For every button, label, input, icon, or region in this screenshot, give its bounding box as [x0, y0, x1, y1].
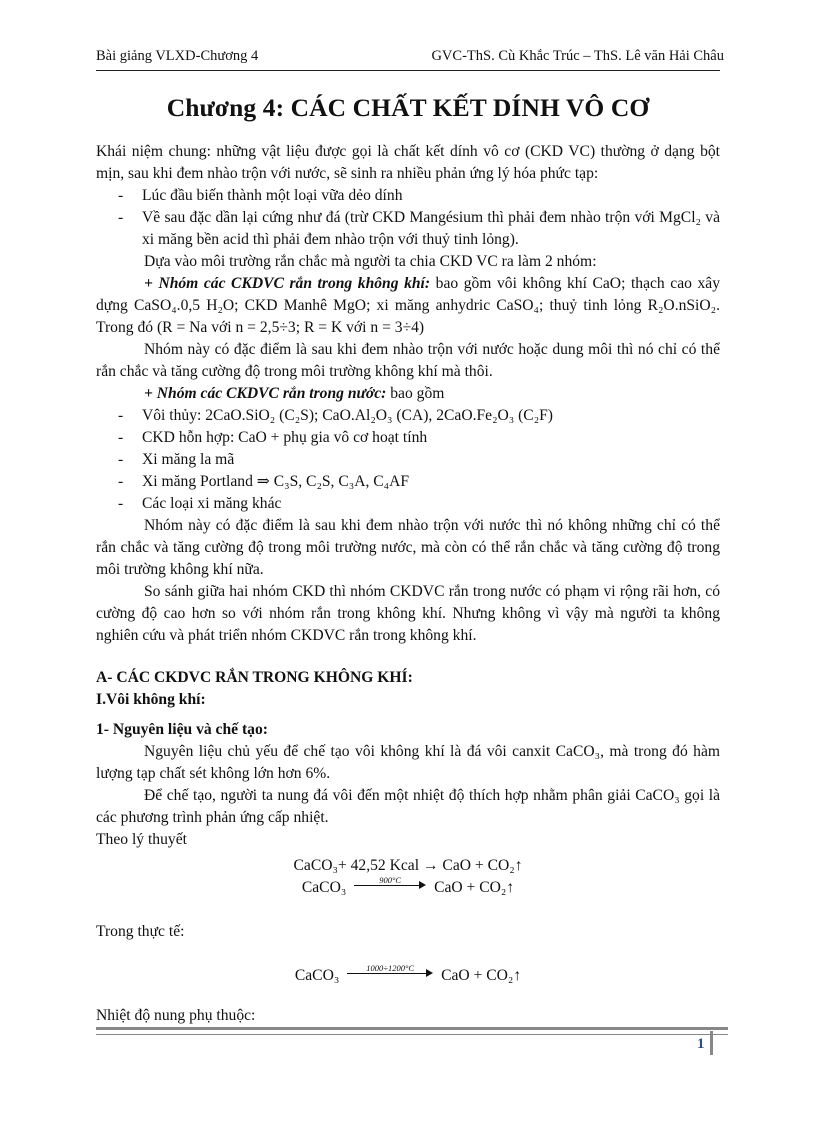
theory-label: Theo lý thuyết — [96, 831, 187, 848]
chapter-title: Chương 4: CÁC CHẤT KẾT DÍNH VÔ CƠ — [166, 93, 650, 122]
group-water-heading: + Nhóm các CKDVC rắn trong nước: — [144, 385, 387, 402]
section-i-heading: I.Vôi không khí: — [96, 691, 206, 708]
page-number: 1 — [697, 1036, 705, 1052]
equation-1: CaCO₃+ 42,52 Kcal → CaO + CO₂↑ — [293, 857, 523, 874]
list-item: - Vôi thủy: 2CaO.SiO₂ (C₂S); CaO.Al₂O₃ (CA), 2CaO.Fe₂O₃ (C₂F) — [118, 407, 554, 424]
list-item: - Các loại xi măng khác — [118, 495, 282, 512]
list-item: - Xi măng la mã — [118, 451, 235, 468]
page-header — [96, 48, 724, 71]
header-authors: GVC-ThS. Cù Khắc Trúc – ThS. Lê văn Hải Châu — [431, 48, 724, 64]
subsection-heading: 1- Nguyên liệu và chế tạo: — [96, 721, 268, 738]
footer-bar — [710, 1031, 713, 1055]
temperature-label: Nhiệt độ nung phụ thuộc: — [96, 1007, 256, 1024]
footer-rule — [96, 1027, 728, 1035]
group-air-heading: + Nhóm các CKDVC rắn trong không khí: — [144, 275, 431, 292]
group-air-paragraph: + Nhóm các CKDVC rắn trong không khí: bao gồm vôi không khí CaO; thạch cao xây dựng CaSO₄.0,5 H₂O; CKD Manhê MgO; xi măng anhydric CaSO₄; thuỷ tinh lỏng R₂O.nSiO₂. Trong đó (R = Na với n = 2,5÷3; R = K với n = 3÷4) — [96, 275, 720, 336]
list-item: - Xi măng Portland ⇒ C₃S, C₂S, C₃A, C₄AF — [118, 473, 410, 490]
equation-3: CaCO₃ 1000÷1200°C CaO + CO₂↑ — [294, 963, 522, 984]
group-air-note: Nhóm này có đặc điểm là sau khi đem nhào trộn với nước hoặc dung môi thì nó chỉ có thể rắn chắc và tăng cường độ trong môi trường không khí mà thôi. — [96, 341, 720, 380]
list-item: - Về sau đặc dần lại cứng như đá (trừ CKD Mangésium thì phải đem nhào trộn với MgCl₂ và xi măng bền acid thì phải đem nhào trộn với thuỷ tinh lỏng). — [118, 209, 720, 248]
list-item: - Lúc đầu biến thành một loại vữa dẻo dính — [118, 187, 403, 204]
reaction-arrow: 900°C — [354, 880, 426, 890]
classify-paragraph: Dựa vào môi trường rắn chắc mà người ta chia CKD VC ra làm 2 nhóm: — [144, 253, 597, 270]
raw-material-paragraph: Nguyên liệu chủ yếu để chế tạo vôi không khí là đá vôi canxit CaCO₃, mà trong đó hàm lượng tạp chất sét không lớn hơn 6%. — [96, 743, 720, 782]
document-page — [96, 48, 724, 1027]
intro-paragraph: Khái niệm chung: những vật liệu được gọi là chất kết dính vô cơ (CKD VC) thường ở dạng bột mịn, sau khi đem nhào trộn với nước, sẽ sinh ra nhiều phản ứng lý hóa phức tạp: — [96, 143, 720, 182]
group-water-note: Nhóm này có đặc điểm là sau khi đem nhào trộn với nước thì nó không những chỉ có thể rắn chắc và tăng cường độ trong môi trường nước, mà còn có thể rắn chắc và tăng cường độ trong môi trường không khí nữa. — [96, 517, 720, 578]
reaction-arrow: 1000÷1200°C — [347, 968, 433, 978]
header-course: Bài giảng VLXD-Chương 4 — [96, 48, 259, 64]
practice-label: Trong thực tế: — [96, 923, 185, 940]
list-item: - CKD hỗn hợp: CaO + phụ gia vô cơ hoạt tính — [118, 429, 428, 446]
group-water-paragraph: + Nhóm các CKDVC rắn trong nước: bao gồm — [144, 385, 445, 402]
section-a-heading: A- CÁC CKDVC RẮN TRONG KHÔNG KHÍ: — [96, 669, 413, 686]
compare-paragraph: So sánh giữa hai nhóm CKD thì nhóm CKDVC rắn trong nước có phạm vi rộng rãi hơn, có cường độ cao hơn so với nhóm rắn trong không khí. Nhưng không vì vậy mà người ta không nghiên cứu và phát triển nhóm CKDVC rắn trong không khí. — [96, 583, 720, 644]
equation-2: CaCO₃ 900°C CaO + CO₂↑ — [301, 875, 515, 896]
manufacture-paragraph: Để chế tạo, người ta nung đá vôi đến một nhiệt độ thích hợp nhằm phân giải CaCO₃ gọi là các phương trình phản ứng cấp nhiệt. — [96, 787, 720, 826]
